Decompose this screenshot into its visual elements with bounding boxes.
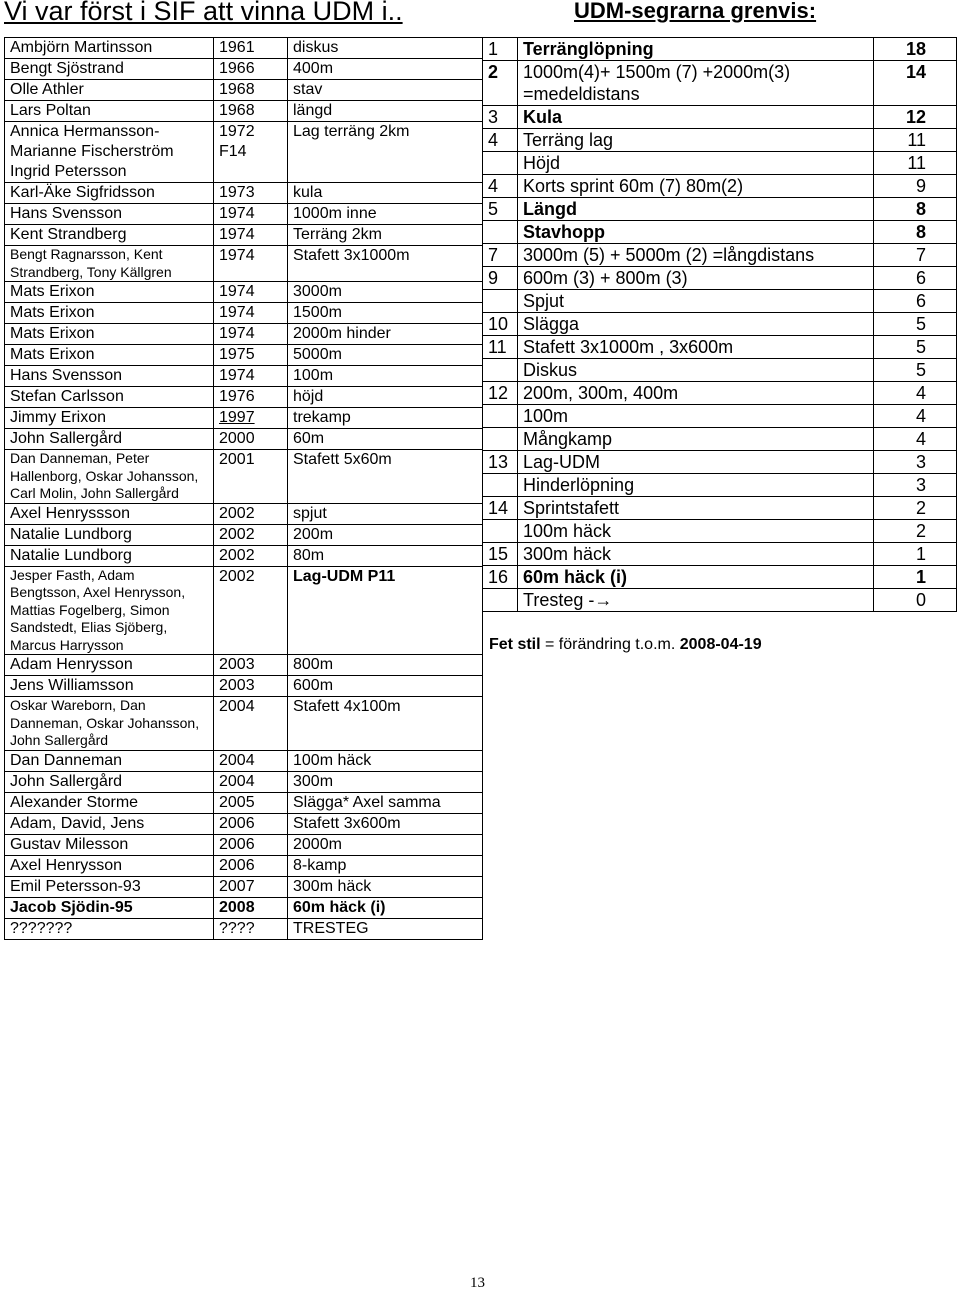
event-rank: 11 bbox=[483, 336, 518, 359]
winner-year: 2005 bbox=[214, 792, 288, 813]
winner-name: ??????? bbox=[5, 918, 214, 939]
event-rank: 2 bbox=[483, 61, 518, 106]
list-item bbox=[483, 106, 957, 129]
event-event: Stafett 3x1000m , 3x600m bbox=[518, 336, 874, 359]
winner-event: 400m bbox=[288, 59, 483, 80]
table-row bbox=[5, 918, 483, 939]
page-title: Vi var först i SIF att vinna UDM i.. bbox=[4, 0, 403, 26]
event-count: 6 bbox=[874, 267, 957, 290]
table-row bbox=[5, 750, 483, 771]
list-item bbox=[483, 451, 957, 474]
winner-name: Lars Poltan bbox=[5, 101, 214, 122]
winner-year: 2003 bbox=[214, 676, 288, 697]
event-count: 6 bbox=[874, 290, 957, 313]
winner-name: Emil Petersson-93 bbox=[5, 876, 214, 897]
list-item bbox=[483, 474, 957, 497]
winner-year: 1974 bbox=[214, 204, 288, 225]
event-rank: 15 bbox=[483, 543, 518, 566]
event-rank bbox=[483, 474, 518, 497]
winner-event: trekamp bbox=[288, 408, 483, 429]
winner-event: 300m häck bbox=[288, 876, 483, 897]
table-row bbox=[5, 813, 483, 834]
winner-event: 2000m bbox=[288, 834, 483, 855]
winner-name: Axel Henrysson bbox=[5, 855, 214, 876]
table-row bbox=[5, 80, 483, 101]
event-count: 18 bbox=[874, 38, 957, 61]
winner-event: Stafett 5x60m bbox=[288, 450, 483, 504]
list-item bbox=[483, 566, 957, 589]
table-row bbox=[5, 183, 483, 204]
winner-year: 2004 bbox=[214, 750, 288, 771]
winner-name: Gustav Milesson bbox=[5, 834, 214, 855]
event-rank: 16 bbox=[483, 566, 518, 589]
list-item bbox=[483, 543, 957, 566]
winner-name: Natalie Lundborg bbox=[5, 524, 214, 545]
event-count: 4 bbox=[874, 405, 957, 428]
event-event: 3000m (5) + 5000m (2) =långdistans bbox=[518, 244, 874, 267]
event-count: 0 bbox=[874, 589, 957, 612]
event-event: 100m bbox=[518, 405, 874, 428]
event-rank: 9 bbox=[483, 267, 518, 290]
winner-name: Jesper Fasth, Adam Bengtsson, Axel Henrysson, Mattias Fogelberg, Simon Sandstedt, Elias Sjöberg, Marcus Harrysson bbox=[5, 566, 214, 655]
winner-name: Bengt Sjöstrand bbox=[5, 59, 214, 80]
winner-event: spjut bbox=[288, 503, 483, 524]
table-row bbox=[5, 225, 483, 246]
winner-year: 2003 bbox=[214, 655, 288, 676]
event-event: Slägga bbox=[518, 313, 874, 336]
winner-year: 1968 bbox=[214, 101, 288, 122]
table-row bbox=[5, 876, 483, 897]
list-item bbox=[483, 152, 957, 175]
event-event: Korts sprint 60m (7) 80m(2) bbox=[518, 175, 874, 198]
event-event: Höjd bbox=[518, 152, 874, 175]
event-count: 4 bbox=[874, 428, 957, 451]
event-rank bbox=[483, 221, 518, 244]
list-item bbox=[483, 589, 957, 612]
winner-name: Jimmy Erixon bbox=[5, 408, 214, 429]
table-row bbox=[5, 655, 483, 676]
event-event: 100m häck bbox=[518, 520, 874, 543]
event-rank bbox=[483, 405, 518, 428]
winner-event: 8-kamp bbox=[288, 855, 483, 876]
winner-year: 1976 bbox=[214, 387, 288, 408]
winner-year: 1974 bbox=[214, 282, 288, 303]
winner-event: längd bbox=[288, 101, 483, 122]
winner-event: 3000m bbox=[288, 282, 483, 303]
winner-name: Mats Erixon bbox=[5, 345, 214, 366]
event-count: 1 bbox=[874, 543, 957, 566]
winner-event: 5000m bbox=[288, 345, 483, 366]
event-event: Sprintstafett bbox=[518, 497, 874, 520]
winner-name: Stefan Carlsson bbox=[5, 387, 214, 408]
winner-event: Lag terräng 2km bbox=[288, 122, 483, 183]
winner-year: 2002 bbox=[214, 503, 288, 524]
list-item bbox=[483, 428, 957, 451]
winner-year: 2002 bbox=[214, 566, 288, 655]
winner-event: 200m bbox=[288, 524, 483, 545]
event-event: Längd bbox=[518, 198, 874, 221]
event-event: Hinderlöpning bbox=[518, 474, 874, 497]
list-item bbox=[483, 175, 957, 198]
winner-year: 1966 bbox=[214, 59, 288, 80]
table-row bbox=[5, 524, 483, 545]
winner-name: Oskar Wareborn, Dan Danneman, Oskar Johansson, John Sallergård bbox=[5, 697, 214, 751]
winner-year: 1973 bbox=[214, 183, 288, 204]
winner-year: 1972 F14 bbox=[214, 122, 288, 183]
winner-name: Hans Svensson bbox=[5, 366, 214, 387]
event-rank bbox=[483, 290, 518, 313]
winner-event: 100m bbox=[288, 366, 483, 387]
list-item bbox=[483, 198, 957, 221]
event-event: 200m, 300m, 400m bbox=[518, 382, 874, 405]
event-count: 11 bbox=[874, 129, 957, 152]
winner-name: John Sallergård bbox=[5, 771, 214, 792]
winner-event: höjd bbox=[288, 387, 483, 408]
event-event: 600m (3) + 800m (3) bbox=[518, 267, 874, 290]
table-row bbox=[5, 676, 483, 697]
event-rank: 5 bbox=[483, 198, 518, 221]
event-rank: 10 bbox=[483, 313, 518, 336]
table-row bbox=[5, 834, 483, 855]
table-row bbox=[5, 122, 483, 183]
winner-year: 2001 bbox=[214, 450, 288, 504]
winner-name: Mats Erixon bbox=[5, 282, 214, 303]
table-row bbox=[5, 387, 483, 408]
event-count: 2 bbox=[874, 497, 957, 520]
winner-year: 2008 bbox=[214, 897, 288, 918]
event-event: Mångkamp bbox=[518, 428, 874, 451]
winner-year: 1974 bbox=[214, 366, 288, 387]
table-row bbox=[5, 408, 483, 429]
table-row bbox=[5, 38, 483, 59]
event-event: Tresteg -→ bbox=[518, 589, 874, 612]
event-count: 7 bbox=[874, 244, 957, 267]
section-title: UDM-segrarna grenvis: bbox=[574, 0, 817, 23]
note-date: 2008-04-19 bbox=[679, 636, 762, 653]
event-event: 300m häck bbox=[518, 543, 874, 566]
event-event: Kula bbox=[518, 106, 874, 129]
winner-year: ???? bbox=[214, 918, 288, 939]
winner-name: Mats Erixon bbox=[5, 324, 214, 345]
winner-event: 100m häck bbox=[288, 750, 483, 771]
list-item bbox=[483, 267, 957, 290]
list-item bbox=[483, 520, 957, 543]
list-item bbox=[483, 336, 957, 359]
table-row bbox=[5, 246, 483, 282]
list-item bbox=[483, 497, 957, 520]
table-row bbox=[5, 345, 483, 366]
list-item bbox=[483, 38, 957, 61]
winner-year: 2002 bbox=[214, 524, 288, 545]
table-row bbox=[5, 450, 483, 504]
winner-name: Dan Danneman bbox=[5, 750, 214, 771]
winner-event: Terräng 2km bbox=[288, 225, 483, 246]
event-event: Diskus bbox=[518, 359, 874, 382]
winner-year: 1974 bbox=[214, 303, 288, 324]
table-row bbox=[5, 792, 483, 813]
table-row bbox=[5, 282, 483, 303]
winner-event: 60m häck (i) bbox=[288, 897, 483, 918]
winner-event: 2000m hinder bbox=[288, 324, 483, 345]
winner-name: Jacob Sjödin-95 bbox=[5, 897, 214, 918]
winner-name: Jens Williamsson bbox=[5, 676, 214, 697]
event-count: 4 bbox=[874, 382, 957, 405]
event-count: 1 bbox=[874, 566, 957, 589]
event-rank bbox=[483, 428, 518, 451]
event-event: Spjut bbox=[518, 290, 874, 313]
event-rank: 1 bbox=[483, 38, 518, 61]
event-count: 8 bbox=[874, 198, 957, 221]
winner-name: Dan Danneman, Peter Hallenborg, Oskar Johansson, Carl Molin, John Sallergård bbox=[5, 450, 214, 504]
winner-name: Axel Henryssson bbox=[5, 503, 214, 524]
event-count: 5 bbox=[874, 359, 957, 382]
event-count: 3 bbox=[874, 474, 957, 497]
winner-name: Olle Athler bbox=[5, 80, 214, 101]
legend-note bbox=[489, 636, 762, 654]
table-row bbox=[5, 303, 483, 324]
winner-name: Alexander Storme bbox=[5, 792, 214, 813]
winner-name: John Sallergård bbox=[5, 429, 214, 450]
events-table bbox=[482, 37, 957, 612]
event-rank: 13 bbox=[483, 451, 518, 474]
table-row bbox=[5, 59, 483, 80]
winner-event: 800m bbox=[288, 655, 483, 676]
event-event: Terräng lag bbox=[518, 129, 874, 152]
table-row bbox=[5, 771, 483, 792]
list-item bbox=[483, 61, 957, 106]
list-item bbox=[483, 290, 957, 313]
winner-year: 1974 bbox=[214, 246, 288, 282]
event-rank: 14 bbox=[483, 497, 518, 520]
list-item bbox=[483, 405, 957, 428]
winner-year: 2004 bbox=[214, 697, 288, 751]
winner-event: 600m bbox=[288, 676, 483, 697]
event-rank bbox=[483, 520, 518, 543]
note-text: = förändring t.o.m. bbox=[540, 636, 680, 653]
winner-event: Slägga* Axel samma bbox=[288, 792, 483, 813]
event-rank bbox=[483, 589, 518, 612]
winner-event: Stafett 3x1000m bbox=[288, 246, 483, 282]
winner-year: 1975 bbox=[214, 345, 288, 366]
event-count: 11 bbox=[874, 152, 957, 175]
page-number: 13 bbox=[470, 1275, 485, 1291]
table-row bbox=[5, 101, 483, 122]
list-item bbox=[483, 313, 957, 336]
winner-name: Adam, David, Jens bbox=[5, 813, 214, 834]
winner-year: 2006 bbox=[214, 834, 288, 855]
winner-year: 2006 bbox=[214, 855, 288, 876]
list-item bbox=[483, 129, 957, 152]
winner-name: Bengt Ragnarsson, Kent Strandberg, Tony Källgren bbox=[5, 246, 214, 282]
table-row bbox=[5, 204, 483, 225]
table-row bbox=[5, 897, 483, 918]
winner-event: 60m bbox=[288, 429, 483, 450]
list-item bbox=[483, 221, 957, 244]
winner-event: TRESTEG bbox=[288, 918, 483, 939]
table-row bbox=[5, 324, 483, 345]
event-count: 12 bbox=[874, 106, 957, 129]
list-item bbox=[483, 359, 957, 382]
winner-year: 2007 bbox=[214, 876, 288, 897]
table-row bbox=[5, 429, 483, 450]
winner-name: Kent Strandberg bbox=[5, 225, 214, 246]
winner-event: 300m bbox=[288, 771, 483, 792]
winner-year: 1997 bbox=[214, 408, 288, 429]
list-item bbox=[483, 244, 957, 267]
winner-name: Adam Henrysson bbox=[5, 655, 214, 676]
event-event: 1000m(4)+ 1500m (7) +2000m(3) =medeldistans bbox=[518, 61, 874, 106]
winner-event: Stafett 3x600m bbox=[288, 813, 483, 834]
event-rank: 7 bbox=[483, 244, 518, 267]
event-count: 8 bbox=[874, 221, 957, 244]
table-row bbox=[5, 855, 483, 876]
event-count: 3 bbox=[874, 451, 957, 474]
event-event: Stavhopp bbox=[518, 221, 874, 244]
winner-year: 2002 bbox=[214, 545, 288, 566]
event-count: 9 bbox=[874, 175, 957, 198]
winner-name: Hans Svensson bbox=[5, 204, 214, 225]
winner-event: kula bbox=[288, 183, 483, 204]
winner-year: 1974 bbox=[214, 225, 288, 246]
table-row bbox=[5, 503, 483, 524]
winner-year: 2006 bbox=[214, 813, 288, 834]
table-row bbox=[5, 697, 483, 751]
winner-year: 1974 bbox=[214, 324, 288, 345]
event-event: Lag-UDM bbox=[518, 451, 874, 474]
winner-year: 1961 bbox=[214, 38, 288, 59]
event-rank: 4 bbox=[483, 175, 518, 198]
event-rank: 4 bbox=[483, 129, 518, 152]
event-count: 5 bbox=[874, 336, 957, 359]
event-count: 5 bbox=[874, 313, 957, 336]
winner-name: Natalie Lundborg bbox=[5, 545, 214, 566]
event-rank bbox=[483, 152, 518, 175]
event-event: Terränglöpning bbox=[518, 38, 874, 61]
winner-event: diskus bbox=[288, 38, 483, 59]
winner-name: Mats Erixon bbox=[5, 303, 214, 324]
note-bold: Fet stil bbox=[489, 636, 541, 653]
event-rank: 12 bbox=[483, 382, 518, 405]
winner-name: Karl-Äke Sigfridsson bbox=[5, 183, 214, 204]
winner-event: Stafett 4x100m bbox=[288, 697, 483, 751]
winner-event: stav bbox=[288, 80, 483, 101]
event-rank bbox=[483, 359, 518, 382]
event-count: 14 bbox=[874, 61, 957, 106]
event-rank: 3 bbox=[483, 106, 518, 129]
winner-event: Lag-UDM P11 bbox=[288, 566, 483, 655]
event-event: 60m häck (i) bbox=[518, 566, 874, 589]
winner-event: 1000m inne bbox=[288, 204, 483, 225]
winner-year: 1968 bbox=[214, 80, 288, 101]
winner-event: 1500m bbox=[288, 303, 483, 324]
table-row bbox=[5, 566, 483, 655]
list-item bbox=[483, 382, 957, 405]
table-row bbox=[5, 545, 483, 566]
winner-year: 2004 bbox=[214, 771, 288, 792]
winner-year: 2000 bbox=[214, 429, 288, 450]
winner-name: Ambjörn Martinsson bbox=[5, 38, 214, 59]
winner-event: 80m bbox=[288, 545, 483, 566]
table-row bbox=[5, 366, 483, 387]
winner-name: Annica Hermansson- Marianne Fischerström Ingrid Petersson bbox=[5, 122, 214, 183]
winners-table bbox=[4, 37, 483, 940]
event-count: 2 bbox=[874, 520, 957, 543]
